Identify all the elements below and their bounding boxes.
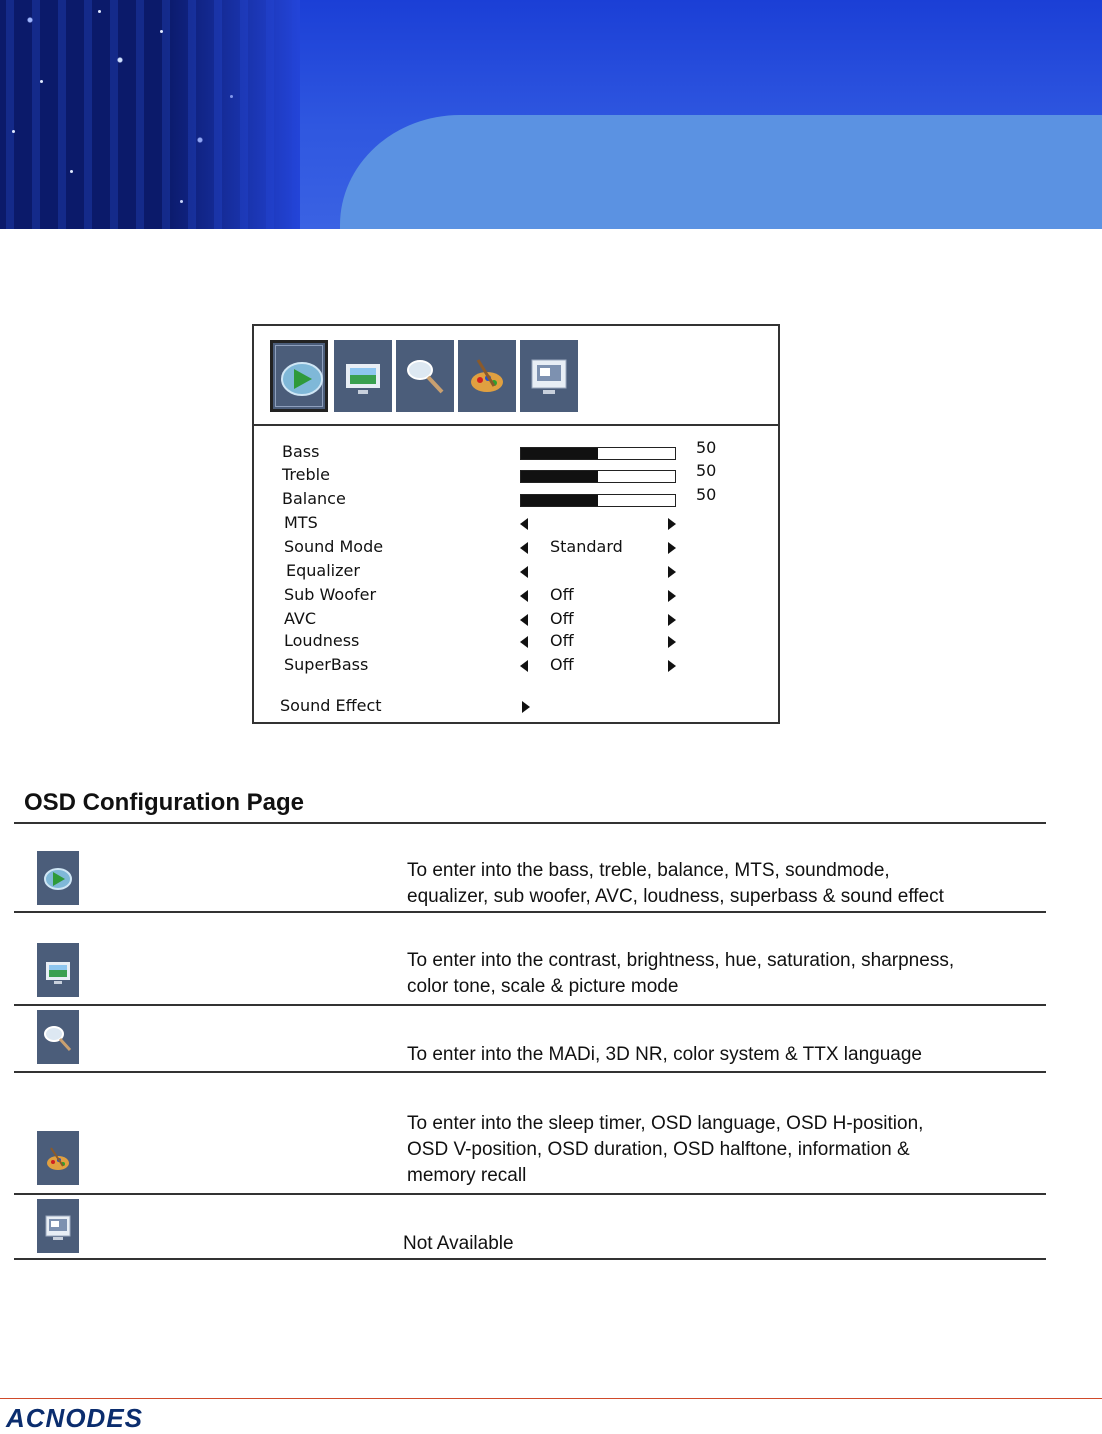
description-line: Not Available (403, 1233, 514, 1254)
divider (14, 1004, 1046, 1006)
osd-row-balance[interactable] (254, 485, 778, 513)
osd-row-superbass[interactable] (254, 655, 778, 679)
bass-slider[interactable] (520, 447, 676, 460)
arrow-right-icon[interactable] (522, 701, 530, 713)
monitor-icon (526, 350, 572, 402)
config-picture-icon-tile (37, 943, 79, 997)
description-line: To enter into the sleep timer, OSD language, OSD H-position, (407, 1113, 924, 1134)
balance-value: 50 (696, 485, 717, 504)
description-line: color tone, scale & picture mode (407, 976, 679, 997)
row-label: Equalizer (286, 561, 360, 580)
sound-mode-value: Standard (550, 537, 623, 556)
row-label: Sound Effect (280, 696, 382, 715)
arrow-left-icon[interactable] (520, 614, 528, 626)
superbass-value: Off (550, 655, 574, 674)
config-sound-icon-tile (37, 851, 79, 905)
arrow-right-icon[interactable] (668, 566, 676, 578)
loudness-value: Off (550, 631, 574, 650)
tab-picture[interactable] (334, 340, 392, 412)
config-sound-description (407, 858, 944, 910)
banner-wave (340, 115, 1102, 229)
tab-sound[interactable] (270, 340, 328, 412)
divider (14, 911, 1046, 913)
row-label: Sound Mode (284, 537, 384, 556)
description-line: memory recall (407, 1165, 527, 1186)
arrow-right-icon[interactable] (668, 614, 676, 626)
row-label: Treble (282, 465, 330, 484)
description-line: OSD V-position, OSD duration, OSD halftone, information & (407, 1139, 910, 1160)
arrow-left-icon[interactable] (520, 590, 528, 602)
arrow-left-icon[interactable] (520, 542, 528, 554)
description-line: To enter into the MADi, 3D NR, color system & TTX language (407, 1044, 922, 1065)
arrow-right-icon[interactable] (668, 590, 676, 602)
osd-row-loudness[interactable] (254, 631, 778, 655)
osd-row-mts[interactable] (254, 513, 778, 537)
sub-woofer-value: Off (550, 585, 574, 604)
config-monitor-icon-tile (37, 1199, 79, 1253)
arrow-left-icon[interactable] (520, 566, 528, 578)
config-monitor-description (403, 1231, 514, 1257)
arrow-left-icon[interactable] (520, 660, 528, 672)
config-setup-icon-tile (37, 1131, 79, 1185)
divider (14, 1258, 1046, 1260)
row-label: SuperBass (284, 655, 369, 674)
row-label: MTS (284, 513, 318, 532)
acnodes-logo: ACNODES (6, 1403, 144, 1433)
setup-icon (464, 350, 510, 402)
description-line: To enter into the contrast, brightness, hue, saturation, sharpness, (407, 950, 955, 971)
divider (14, 822, 1046, 824)
divider (14, 1071, 1046, 1073)
sound-icon (42, 862, 74, 896)
search-icon (402, 350, 448, 402)
treble-slider[interactable] (520, 470, 676, 483)
osd-tab-bar (254, 326, 778, 426)
treble-value: 50 (696, 461, 717, 480)
arrow-right-icon[interactable] (668, 660, 676, 672)
setup-icon (42, 1142, 74, 1176)
osd-row-equalizer[interactable] (254, 561, 778, 585)
tab-setup[interactable] (458, 340, 516, 412)
row-label: AVC (284, 609, 317, 628)
arrow-left-icon[interactable] (520, 518, 528, 530)
arrow-right-icon[interactable] (668, 542, 676, 554)
sound-icon (279, 353, 325, 405)
tab-search[interactable] (396, 340, 454, 412)
row-label: Loudness (284, 631, 360, 650)
arrow-right-icon[interactable] (668, 636, 676, 648)
row-label: Bass (282, 442, 320, 461)
header-banner (0, 0, 1102, 229)
osd-row-sub-woofer[interactable] (254, 585, 778, 609)
monitor-icon (42, 1210, 74, 1244)
osd-row-sound-mode[interactable] (254, 537, 778, 561)
arrow-left-icon[interactable] (520, 636, 528, 648)
picture-icon (42, 954, 74, 988)
config-setup-description (407, 1111, 923, 1189)
description-line: To enter into the bass, treble, balance, MTS, soundmode, (407, 860, 890, 881)
osd-row-sound-effect[interactable] (254, 696, 778, 720)
config-search-icon-tile (37, 1010, 79, 1064)
arrow-right-icon[interactable] (668, 518, 676, 530)
osd-sound-menu (252, 324, 780, 724)
footer-divider (0, 1398, 1102, 1399)
row-label: Balance (282, 489, 346, 508)
config-title: OSD Configuration Page (24, 789, 305, 816)
balance-slider[interactable] (520, 494, 676, 507)
osd-row-avc[interactable] (254, 609, 778, 633)
avc-value: Off (550, 609, 574, 628)
circuit-board-image (0, 0, 300, 229)
tab-monitor[interactable] (520, 340, 578, 412)
divider (14, 1193, 1046, 1195)
search-icon (42, 1021, 74, 1055)
description-line: equalizer, sub woofer, AVC, loudness, superbass & sound effect (407, 886, 944, 907)
picture-icon (340, 350, 386, 402)
config-search-description (407, 1042, 922, 1068)
row-label: Sub Woofer (284, 585, 377, 604)
bass-value: 50 (696, 438, 717, 457)
config-picture-description (407, 948, 954, 1000)
